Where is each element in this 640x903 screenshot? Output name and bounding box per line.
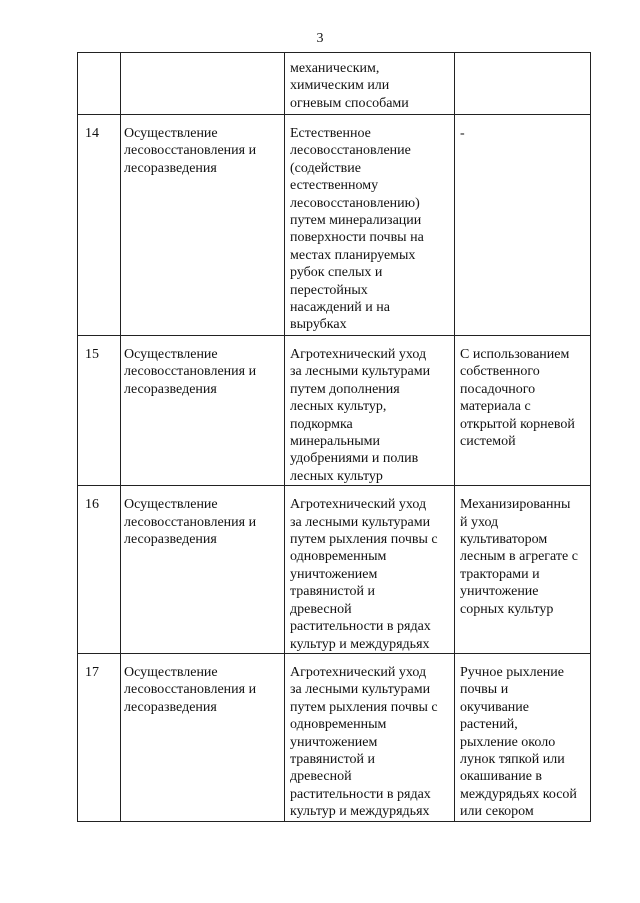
row-number-cell bbox=[78, 53, 121, 115]
description-text: Естественное лесовосстановление (содействие естественному лесовосстановлению) путем минерализации поверхности почвы на местах планируемых рубок спелых и перестойных насаждений и на вырубках bbox=[290, 126, 424, 333]
description-text: Агротехнический уход за лесными культурами путем рыхления почвы с одновременным уничтожением травянистой и древесной растительности в рядах культур и междурядьях bbox=[290, 664, 438, 820]
activity-cell bbox=[121, 486, 285, 654]
table-row bbox=[78, 115, 591, 336]
row-number-cell bbox=[78, 653, 121, 821]
notes-cell bbox=[455, 115, 591, 336]
table-row bbox=[78, 653, 591, 821]
description-cell bbox=[285, 53, 455, 115]
notes-text: Ручное рыхление почвы и окучивание растений, рыхление около лунок тяпкой или окашивание в междурядьях косой или секором bbox=[460, 664, 577, 820]
row-number-cell bbox=[78, 486, 121, 654]
row-number-cell bbox=[78, 336, 121, 486]
description-text: механическим, химическим или огневым способами bbox=[290, 61, 409, 111]
row-number: 14 bbox=[85, 126, 99, 141]
activity-text: Осуществление лесовосстановления и лесоразведения bbox=[124, 126, 257, 176]
page-number: 3 bbox=[316, 31, 324, 46]
description-cell bbox=[285, 653, 455, 821]
table-row bbox=[78, 53, 591, 115]
row-number: 16 bbox=[85, 497, 99, 513]
description-cell bbox=[285, 486, 455, 654]
activity-text: Осуществление лесовосстановления и лесоразведения bbox=[124, 664, 257, 715]
notes-cell bbox=[455, 336, 591, 486]
activity-cell bbox=[121, 53, 285, 115]
notes-text: - bbox=[460, 126, 465, 141]
row-number: 15 bbox=[85, 347, 99, 362]
row-number: 17 bbox=[85, 664, 99, 680]
row-number bbox=[78, 53, 120, 60]
notes-text: Механизированны й уход культиватором лесным в агрегате с тракторами и уничтожение сорных культур bbox=[460, 497, 578, 617]
activity-text: Осуществление лесовосстановления и лесоразведения bbox=[124, 347, 257, 397]
table-row bbox=[78, 336, 591, 486]
row-number-cell bbox=[78, 115, 121, 336]
table-row bbox=[78, 486, 591, 654]
activity-text bbox=[121, 53, 284, 60]
description-cell bbox=[285, 336, 455, 486]
activity-cell bbox=[121, 653, 285, 821]
activity-text: Осуществление лесовосстановления и лесоразведения bbox=[124, 497, 257, 548]
notes-cell bbox=[455, 53, 591, 115]
notes-cell bbox=[455, 653, 591, 821]
description-cell bbox=[285, 115, 455, 336]
activity-cell bbox=[121, 336, 285, 486]
activities-table bbox=[77, 52, 591, 822]
notes-text: С использованием собственного посадочного материала с открытой корневой системой bbox=[460, 347, 575, 450]
notes-text bbox=[455, 53, 590, 60]
description-text: Агротехнический уход за лесными культурами путем дополнения лесных культур, подкормка минеральными удобрениями и полив лесных культур bbox=[290, 347, 431, 484]
description-text: Агротехнический уход за лесными культурами путем рыхления почвы с одновременным уничтожением травянистой и древесной растительности в рядах культур и междурядьях bbox=[290, 497, 438, 652]
notes-cell bbox=[455, 486, 591, 654]
activity-cell bbox=[121, 115, 285, 336]
